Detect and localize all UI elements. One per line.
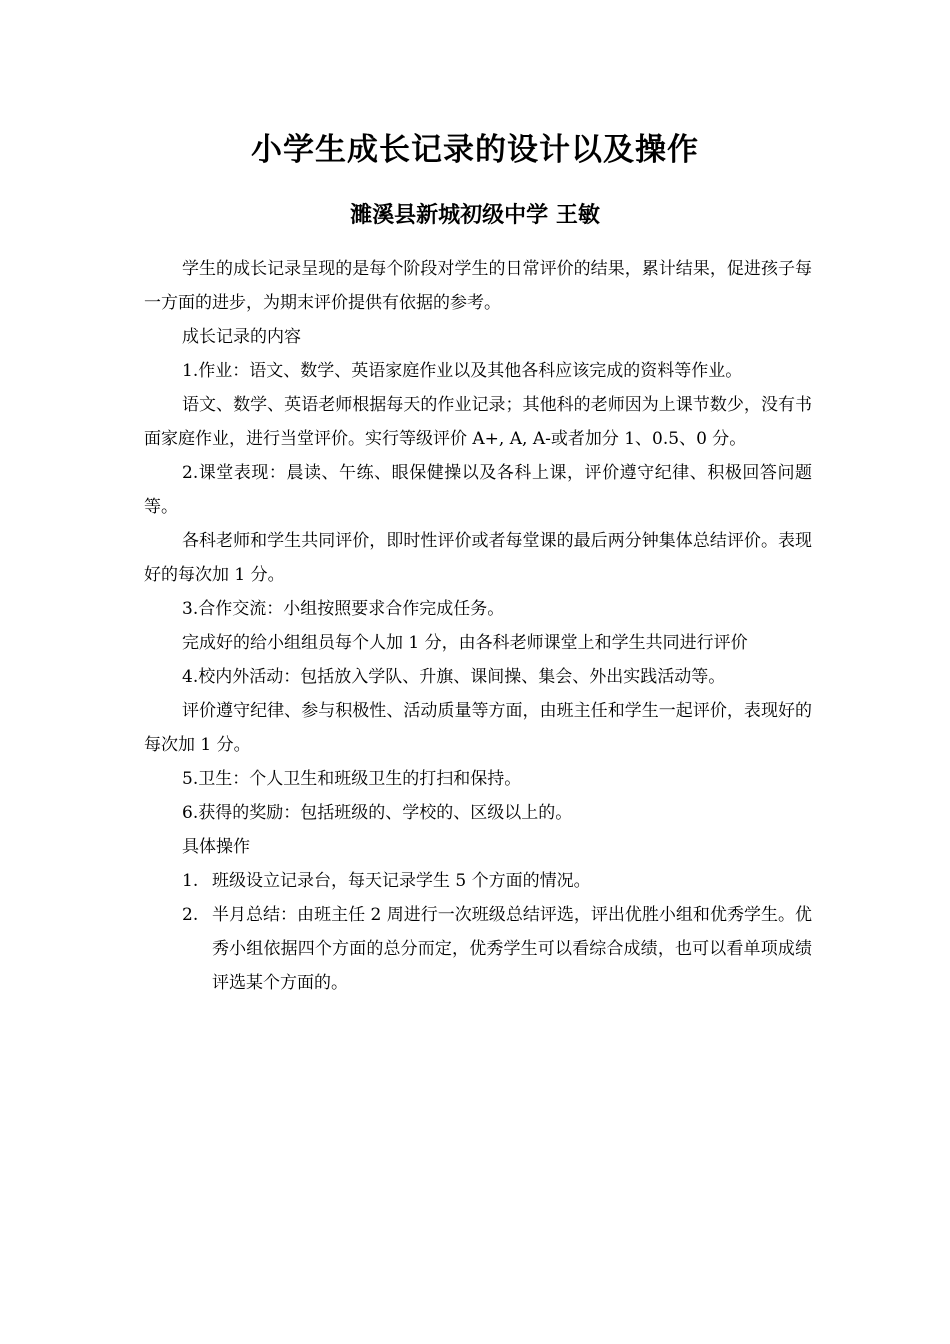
list-number: 2. bbox=[182, 905, 199, 925]
section-heading-operation: 具体操作 bbox=[182, 837, 250, 857]
item-homework: 1.作业：语文、数学、英语家庭作业以及其他各科应该完成的资料等作业。 bbox=[182, 361, 743, 381]
item-awards: 6.获得的奖励：包括班级的、学校的、区级以上的。 bbox=[182, 803, 573, 823]
list-item bbox=[144, 864, 812, 898]
classroom-detail: 各科老师和学生共同评价，即时性评价或者每堂课的最后两分钟集体总结评价。表现好的每次加 1 分。 bbox=[144, 531, 812, 585]
section-heading-content: 成长记录的内容 bbox=[182, 327, 301, 347]
cooperation-detail: 完成好的给小组组员每个人加 1 分，由各科老师课堂上和学生共同进行评价 bbox=[182, 633, 748, 653]
list-number: 1. bbox=[182, 871, 199, 891]
list-text: 半月总结：由班主任 2 周进行一次班级总结评选，评出优胜小组和优秀学生。优秀小组依据四个方面的总分而定，优秀学生可以看综合成绩，也可以看单项成绩评选某个方面的。 bbox=[212, 905, 812, 993]
list-text: 班级设立记录台，每天记录学生 5 个方面的情况。 bbox=[212, 871, 591, 891]
homework-detail: 语文、数学、英语老师根据每天的作业记录；其他科的老师因为上课节数少，没有书面家庭作业，进行当堂评价。实行等级评价 A+, A, A-或者加分 1、0.5、0 分。 bbox=[144, 395, 812, 449]
document-title: 小学生成长记录的设计以及操作 bbox=[251, 132, 699, 168]
activities-detail: 评价遵守纪律、参与积极性、活动质量等方面，由班主任和学生一起评价，表现好的每次加 1 分。 bbox=[144, 701, 812, 755]
list-item bbox=[144, 898, 812, 1000]
document-body bbox=[144, 252, 812, 1000]
author-line: 濉溪县新城初级中学 王敏 bbox=[350, 202, 600, 228]
item-hygiene: 5.卫生：个人卫生和班级卫生的打扫和保持。 bbox=[182, 769, 522, 789]
intro-paragraph: 学生的成长记录呈现的是每个阶段对学生的日常评价的结果，累计结果，促进孩子每一方面的进步，为期末评价提供有依据的参考。 bbox=[144, 259, 812, 313]
item-activities: 4.校内外活动：包括放入学队、升旗、课间操、集会、外出实践活动等。 bbox=[182, 667, 726, 687]
item-classroom: 2.课堂表现：晨读、午练、眼保健操以及各科上课，评价遵守纪律、积极回答问题等。 bbox=[144, 463, 812, 517]
item-cooperation: 3.合作交流：小组按照要求合作完成任务。 bbox=[182, 599, 505, 619]
